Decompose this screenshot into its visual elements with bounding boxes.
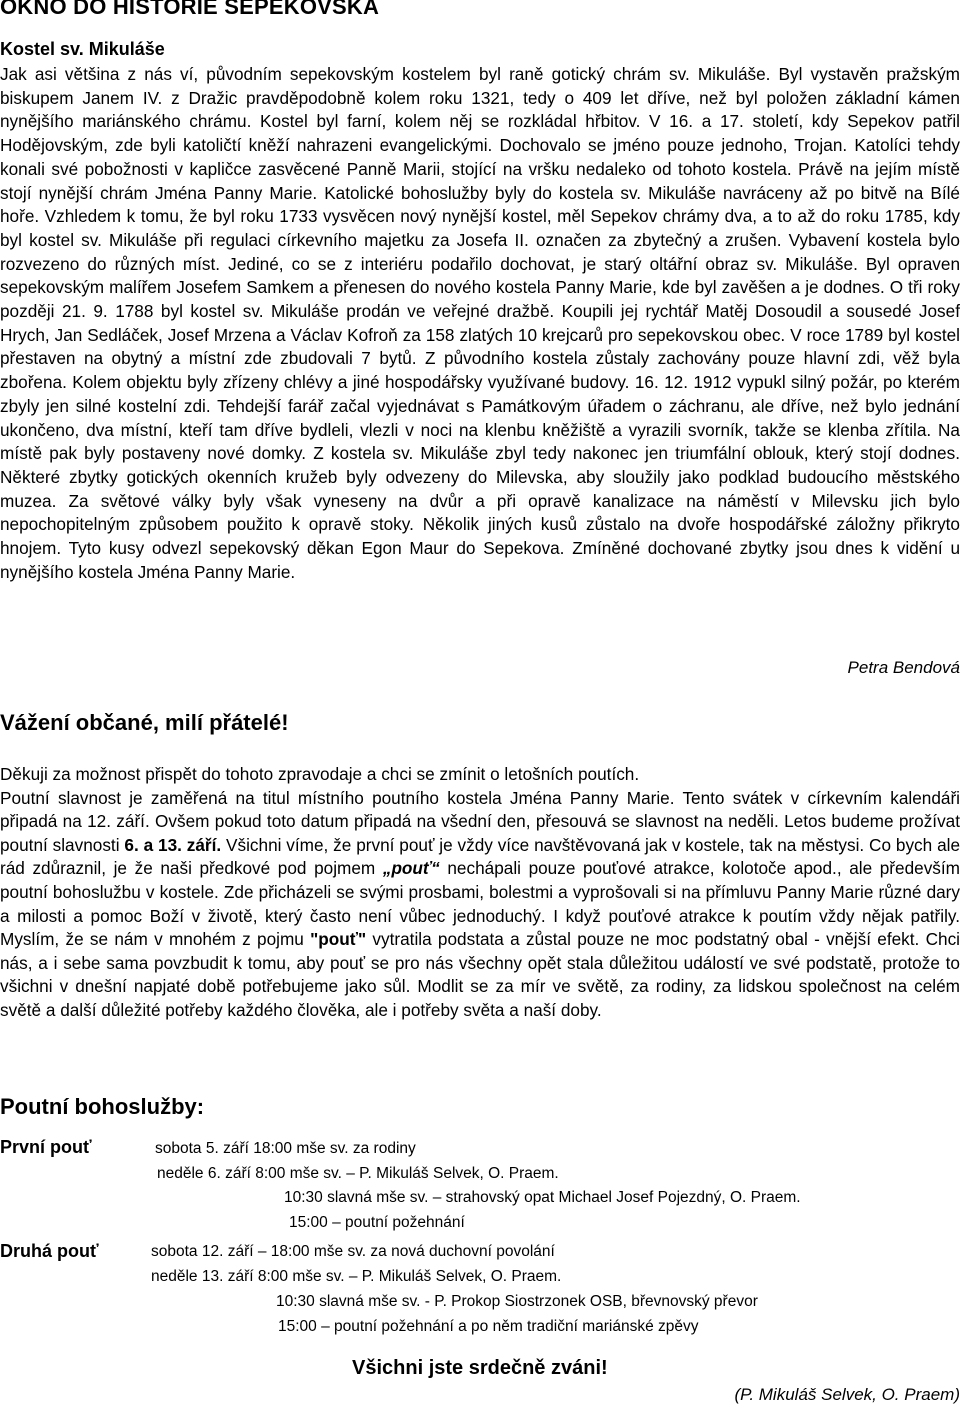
greeting-text: Poutní slavnost je zaměřená na titul místního poutního kostela Jména Panny Marie. Tento svátek v církevním kalendáři připadá na 12. září. Ovšem pokud toto datum připadá na všední den, přesouvá se slavnost na neděli. Letos budeme prožívat poutní slavnosti: [0, 787, 960, 855]
schedule-line: neděle 13. září 8:00 mše sv. – P. Mikuláš Selvek, O. Praem.: [151, 1268, 562, 1285]
article-body: Jak asi většina z nás ví, původním sepekovským kostelem byl raně gotický chrám sv. Mikuláše. Byl vystavěn pražským biskupem Janem IV. z Dražic pravděpodobně kolem roku 1321, tedy o 409 let dříve, než byl položen základní kámen nynějšího mariánského chrámu. Kostel byl farní, kolem něj se rozkládal hřbitov. V 16. a 17. století, kdy Sepekov patřil Hodějovským, zde byli katoličtí kněží nahrazeni evangelickými. Dochovalo se jméno pouze jednoho, Trojan. Katolíci tehdy konali své pobožnosti v kapličce zasvěcené Panně Marii, stojící na vršku nedaleko od tohoto kostela. Právě na jejím místě stojí nynější chrám Jména Panny Marie. Katolické bohoslužby byly do kostela sv. Mikuláše navráceny až po bitvě na Bílé hoře. Vzhledem k tomu, že byl roku 1733 vysvěcen nový nynější kostel, měl Sepekov chrámy dva, a to až do roku 1785, kdy byl kostel sv. Mikuláše při regulaci církevního majetku za Josefa II. označen za zbytečný a zrušen. Vybavení kostela bylo rozvezeno do různých míst. Jediné, co se z interiéru podařilo dochovat, je starý oltářní obraz sv. Mikuláše. Byl opraven sepekovským malířem Josefem Samkem a přenesen do nového kostela Panny Marie, kde byl zavěšen a je dodnes. O tři roky později 21. 9. 1788 byl kostel sv. Mikuláše prodán ve veřejné dražbě. Koupili jej rychtář Matěj Dosoudil a sousedé Josef Hrych, Jan Sedláček, Josef Mrzena a Václav Kofroň za 158 zlatých 10 krejcarů pro sepekovskou obec. V roce 1789 byl kostel přestaven na obytný a místní zde zbudovali 7 bytů. Z původního kostela zůstaly zachovány pouze hlavní zdi, věž byla zbořena. Kolem objektu byly zřízeny chlévy a jiné hospodářsky využívané budovy. 16. 12. 1912 vypukl silný požár, po kterém zbyly jen silné kostelní zdi. Tehdejší farář začal vyjednávat s Památkovým úřadem o záchranu, ale dříve, než bylo jednání ukončeno, dva místní, kteří tam dříve bydleli, vlezli v noci na klenbu kněžiště a vyrazili svorník, takže se klenba zřítila. Na místě pak byly postaveny nové domky. Z kostela sv. Mikuláše zbyl tedy nakonec jen triumfální oblouk, který stojí dodnes. Některé zbytky gotických okenních kružeb byly odvezeny do Milevska, aby sloužily jako podklad budoucího městského muzea. Za světové války byly však vyneseny na dvůr a při opravě kanalizace na náměstí v Milevsku jich bylo nepochopitelným způsobem použito k opravě stoky. Několik jiných kusů zůstalo na dvoře hospodářské záložny přikryto hnojem. Tyto kusy odvezl sepekovský děkan Egon Maur do Sepekova. Zmíněné dochované zbytky jsou dnes k vidění u nynějšího kostela Jména Panny Marie.: [0, 64, 960, 582]
schedule-line: sobota 12. září – 18:00 mše sv. za nová duchovní povolání: [151, 1243, 555, 1260]
article-subtitle: Kostel sv. Mikuláše: [0, 39, 165, 59]
greeting-text: nechápali pouze pouťové atrakce, kolotoče apod., ale především poutní bohoslužbu v kostele. Zde přicházeli se svými prosbami, bolestmi a vyprošovali si na přímluvu Panny Marie různé dary a milosti a pomoc Boží v životě, který často není vůbec jednoduchý. I když pouťové atrakce k poutím vždy nějak patřily. Myslím, že se nám v mnohém z pojmu: [0, 858, 960, 950]
schedule-line: neděle 6. září 8:00 mše sv. – P. Mikuláš Selvek, O. Praem.: [157, 1165, 559, 1182]
schedule-line: 10:30 slavná mše sv. – strahovský opat Michael Josef Pojezdný, O. Praem.: [284, 1189, 801, 1206]
greeting-title: Vážení občané, milí přátelé!: [0, 710, 289, 735]
pout-term-quoted: "pouť": [310, 929, 367, 950]
greeting-body: [0, 763, 960, 1023]
second-pilgrimage-label: Druhá pouť: [0, 1241, 99, 1261]
page-title: OKNO DO HISTORIE SEPEKOVSKA: [0, 0, 380, 19]
greeting-paragraph-2: [0, 787, 960, 1023]
greeting-paragraph-1: Děkuji za možnost přispět do tohoto zpravodaje a chci se zmínit o letošních poutích.: [0, 764, 640, 784]
closing-signature: (P. Mikuláš Selvek, O. Praem): [734, 1385, 960, 1404]
greeting-text: vytratila podstata a zůstal pouze ne moc podstatný obal - vnější efekt. Chci nás, a i sebe sama povzbudit k tomu, aby pouť se pro nás všechny opět stala důležitou událostí ve své podstatě, protože to všichni v dnešní napjaté době potřebujeme jako sůl. Modlit se za mír ve světě, za rodiny, za lidskou společnost na celém světě a další důležité potřeby každého člověka, ale i potřeby světa a naší doby.: [0, 929, 960, 1020]
greeting-text: Všichni víme, že první pouť je vždy více navštěvovaná jak v kostele, tak na městysi. Co bych ale rád zdůraznil, je že naši předkové pod pojmem: [0, 834, 960, 879]
pout-term: „pouť“: [382, 858, 440, 879]
closing-invitation: Všichni jste srdečně zváni!: [352, 1357, 608, 1379]
services-title: Poutní bohoslužby:: [0, 1094, 205, 1119]
schedule-line: 15:00 – poutní požehnání: [289, 1214, 465, 1231]
pilgrimage-dates: 6. a 13. září.: [124, 834, 222, 855]
first-pilgrimage-label: První pouť: [0, 1137, 92, 1157]
schedule-line: 10:30 slavná mše sv. - P. Prokop Siostrzonek OSB, břevnovský převor: [276, 1293, 758, 1310]
schedule-line: 15:00 – poutní požehnání a po něm tradiční mariánské zpěvy: [278, 1318, 699, 1335]
article-author: Petra Bendová: [847, 658, 960, 677]
schedule-line: sobota 5. září 18:00 mše sv. za rodiny: [155, 1140, 416, 1157]
